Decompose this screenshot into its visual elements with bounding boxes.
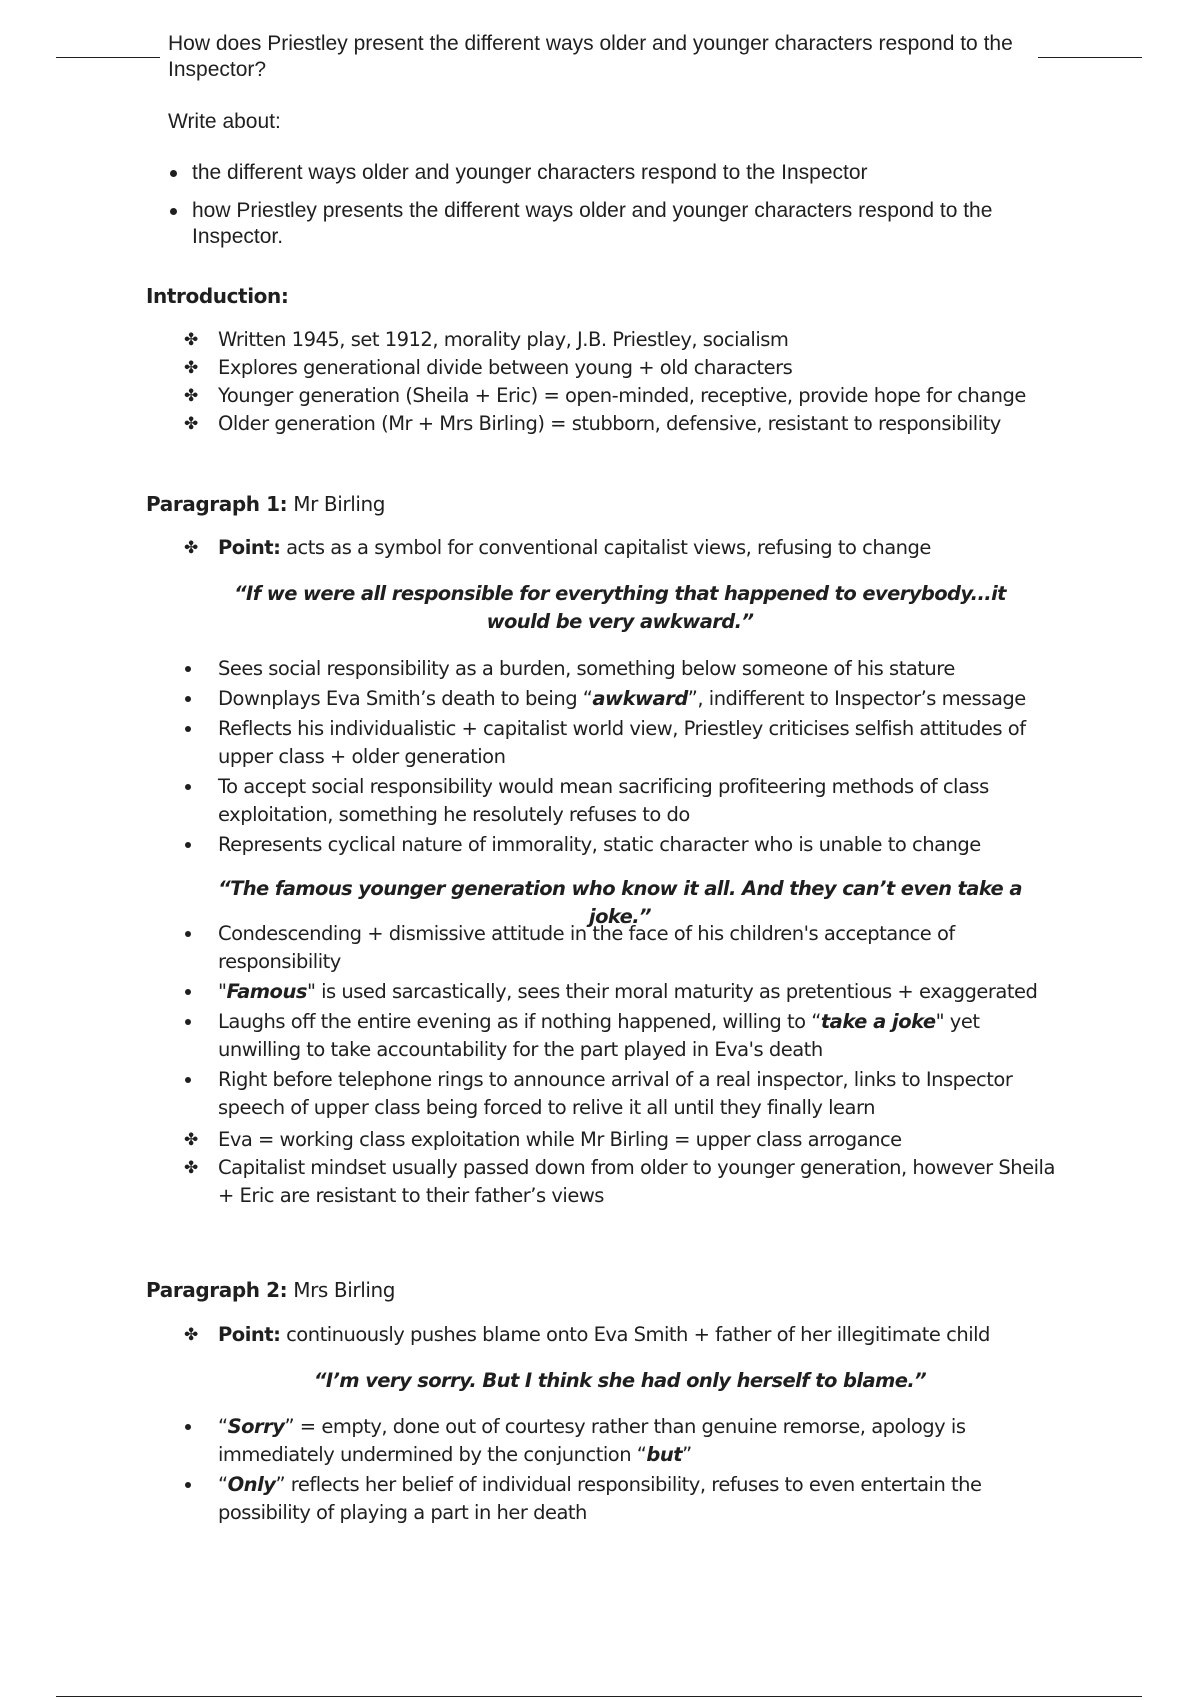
write-about-label: Write about: [168,110,281,133]
paragraph2-bullets [184,1413,1064,1529]
question-heading: How does Priestley present the different ways older and younger characters respond to the Inspector? [168,32,1013,81]
list-item: ✤ Explores generational divide between young + old characters [184,354,1064,382]
list-item: “Only” reflects her belief of individual responsibility, refuses to even entertain the possibility of playing a part in her death [184,1471,1064,1527]
list-item: Downplays Eva Smith’s death to being “awkward”, indifferent to Inspector’s message [184,685,1064,713]
paragraph2-point [184,1321,1064,1349]
list-item: "Famous" is used sarcastically, sees their moral maturity as pretentious + exaggerated [184,978,1064,1006]
list-item: ✤ Younger generation (Sheila + Eric) = open-minded, receptive, provide hope for change [184,382,1064,410]
paragraph2-heading: Paragraph 2: Mrs Birling [146,1278,396,1302]
list-item: Sees social responsibility as a burden, something below someone of his stature [184,655,1064,683]
paragraph1-summary [184,1126,1064,1210]
quote-sorry: “I’m very sorry. But I think she had only herself to blame.” [313,1369,927,1392]
list-item: how Priestley presents the different ways older and younger characters respond to the Inspector. [168,198,1048,250]
list-item: Represents cyclical nature of immorality, static character who is unable to change [184,831,1064,859]
top-right-rule [1038,57,1142,58]
quote-responsible: “If we were all responsible for everything that happened to everybody...it would be very awkward.” [234,582,1006,633]
list-item: ✤ Point: continuously pushes blame onto Eva Smith + father of her illegitimate child [184,1321,1064,1349]
list-item: ✤ Older generation (Mr + Mrs Birling) = stubborn, defensive, resistant to responsibility [184,410,1064,438]
introduction-list [184,326,1064,438]
list-item: ✤ Capitalist mindset usually passed down from older to younger generation, however Sheila + Eric are resistant to their father’s views [184,1154,1064,1210]
list-item: the different ways older and younger characters respond to the Inspector [168,160,1048,186]
list-item: To accept social responsibility would mean sacrificing profiteering methods of class exploitation, something he resolutely refuses to do [184,773,1064,829]
list-item: ✤ Eva = working class exploitation while Mr Birling = upper class arrogance [184,1126,1064,1154]
list-item: Laughs off the entire evening as if nothing happened, willing to “take a joke" yet unwilling to take accountability for the part played in Eva's death [184,1008,1064,1064]
list-item: Reflects his individualistic + capitalist world view, Priestley criticises selfish attitudes of upper class + older generation [184,715,1064,771]
introduction-heading: Introduction: [146,284,289,308]
list-item: “Sorry” = empty, done out of courtesy rather than genuine remorse, apology is immediately undermined by the conjunction “but” [184,1413,1064,1469]
list-item: ✤ Written 1945, set 1912, morality play, J.B. Priestley, socialism [184,326,1064,354]
paragraph1-point [184,534,1064,562]
paragraph1-bullets-b [184,920,1064,1124]
list-item: ✤ Point: acts as a symbol for conventional capitalist views, refusing to change [184,534,1064,562]
paragraph1-heading: Paragraph 1: Mr Birling [146,492,386,516]
paragraph1-bullets-a [184,655,1064,861]
list-item: Right before telephone rings to announce arrival of a real inspector, links to Inspector speech of upper class being forced to relive it all until they finally learn [184,1066,1064,1122]
list-item: Condescending + dismissive attitude in the face of his children's acceptance of responsibility [184,920,1064,976]
bottom-rule [56,1696,1142,1697]
prompt-list [168,160,1048,262]
top-left-rule [56,57,160,58]
quote-younger-generation: “The famous younger generation who know it all. And they can’t even take a joke.” [218,877,1022,928]
